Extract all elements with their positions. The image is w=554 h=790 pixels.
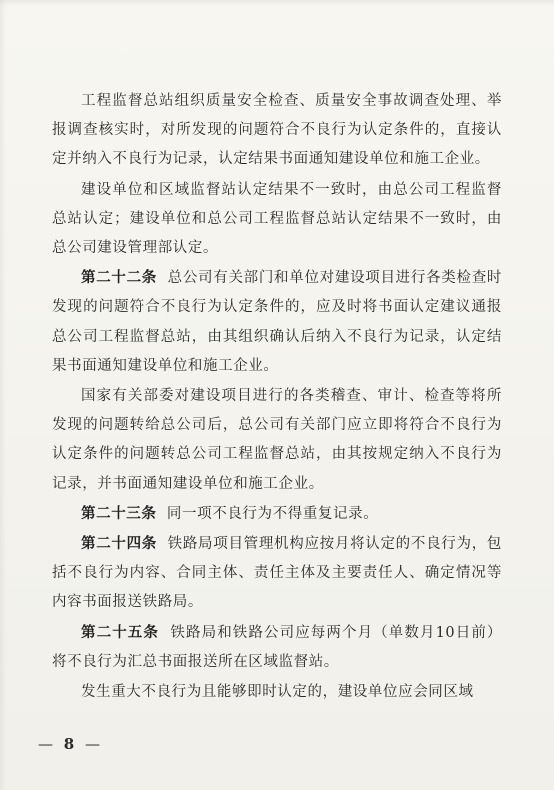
paragraph-text: 工程监督总站组织质量安全检查、质量安全事故调查处理、举报调查核实时，对所发现的问题符合不良行为认定条件的，直接认定并纳入不良行为记录，认定结果书面通知建设单位和施工企业。 [52,93,502,168]
paragraph-text: 国家有关部委对建设项目进行的各类稽查、审计、检查等将所发现的问题转给总公司后，总公司有关部门应立即将符合不良行为认定条件的问题转总公司工程监督总站，由其按规定纳入不良行为记录，并书面通知建设单位和施工企业。 [52,388,502,492]
document-body [52,86,502,707]
paragraph-text: 总公司有关部门和单位对建设项目进行各类检查时发现的问题符合不良行为认定条件的，应及时将书面认定建议通报总公司工程监督总站，由其组织确认后纳入不良行为记录，认定结果书面通知建设单位和施工企业。 [52,270,502,374]
paragraph-text: 同一项不良行为不得重复记录。 [166,505,379,522]
footer-dash-left: — [38,735,54,753]
paragraph-8 [52,677,502,707]
paragraph-article-24 [52,529,502,618]
paragraph-1 [52,86,502,175]
paragraph-text: 铁路局和铁路公司应每两个月（单数月10日前）将不良行为汇总书面报送所在区域监督站。 [52,624,503,670]
article-heading: 第二十四条 [81,535,158,553]
article-heading: 第二十五条 [81,623,159,641]
article-heading: 第二十三条 [81,504,157,522]
scan-edge-left [0,0,6,790]
paragraph-article-23 [52,499,502,529]
paragraph-4 [52,381,502,499]
paragraph-article-22 [52,263,502,381]
paragraph-text: 铁路局项目管理机构应按月将认定的不良行为，包括不良行为内容、合同主体、责任主体及主要责任人、确定情况等内容书面报送铁路局。 [52,536,502,611]
paragraph-text: 发生重大不良行为且能够即时认定的，建设单位应会同区域 [81,684,474,701]
page-number: 8 [63,735,76,753]
scan-edge-top [0,0,554,6]
article-heading: 第二十二条 [81,269,158,287]
paragraph-article-25 [52,618,502,677]
footer-dash-right: — [85,735,101,753]
paragraph-text: 建设单位和区域监督站认定结果不一致时，由总公司工程监督总站认定；建设单位和总公司工程监督总站认定结果不一致时，由总公司建设管理部认定。 [52,181,502,257]
page-footer [38,735,101,753]
paragraph-2 [52,175,502,264]
